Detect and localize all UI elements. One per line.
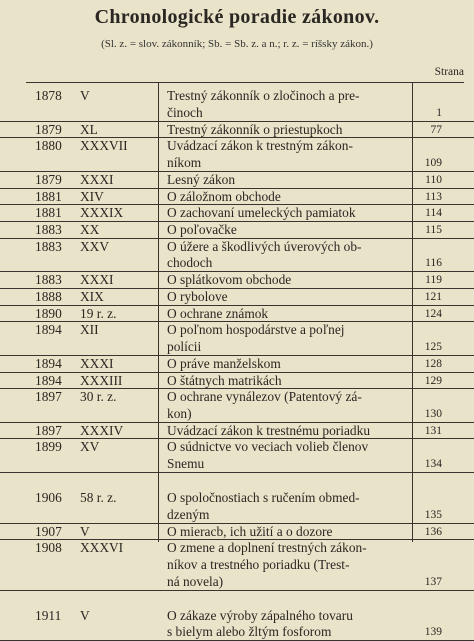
table-row	[0, 205, 474, 222]
page-number: 136	[424, 525, 442, 538]
law-year: 1879	[35, 121, 62, 137]
law-number: XIV	[80, 188, 104, 204]
page-number: 116	[425, 257, 442, 270]
law-title: O splátkovom obchode	[167, 272, 292, 288]
law-title: polícii	[167, 339, 202, 355]
law-title: níkom	[167, 155, 202, 171]
law-number: XIX	[80, 288, 104, 304]
law-title: O zmene a doplnení trestných zákon-	[167, 540, 367, 556]
page-number: 137	[424, 575, 442, 588]
law-number: XXXIII	[80, 372, 123, 388]
law-title: chodoch	[167, 255, 213, 271]
table-row	[0, 608, 474, 625]
table-row	[0, 540, 474, 557]
law-year: 1906	[35, 489, 62, 505]
law-title: ná novela)	[167, 573, 224, 589]
law-number: XXXI	[80, 171, 114, 187]
law-title: Trestný zákonník o priestupkoch	[167, 121, 343, 137]
law-title: O ochrane známok	[167, 305, 269, 321]
law-year: 1888	[35, 288, 62, 304]
table-row	[0, 439, 474, 456]
law-number: XX	[80, 221, 100, 237]
law-title: Trestný zákonník o zločinoch a pre-	[167, 88, 360, 103]
table-row	[0, 456, 474, 473]
table-row	[0, 189, 474, 206]
law-number: XXV	[80, 238, 110, 254]
law-year: 1899	[35, 439, 62, 455]
law-year: 1880	[35, 138, 62, 154]
law-title: O úžere a škodlivých úverových ob-	[167, 238, 362, 254]
law-title: O práve manželskom	[167, 355, 281, 371]
law-title: s bielym alebo žltým fosforom	[167, 624, 332, 640]
table-row	[0, 507, 474, 524]
table-row	[0, 574, 474, 591]
law-title: činoch	[167, 104, 203, 120]
law-title: O zachovaní umeleckých pamiatok	[167, 205, 356, 221]
law-number: XL	[80, 121, 98, 137]
law-year: 1897	[35, 422, 62, 438]
law-number: XXXIX	[80, 205, 124, 221]
table-row	[0, 122, 474, 139]
law-title: Lesný zákon	[167, 171, 236, 187]
law-title: Uvádzací zákon k trestným zákon-	[167, 138, 353, 154]
page-number: 125	[424, 341, 442, 354]
table-row	[0, 239, 474, 256]
table-row	[0, 306, 474, 323]
table-row	[0, 172, 474, 189]
law-title: O poľovačke	[167, 221, 237, 237]
page-column-header: Strana	[434, 66, 464, 78]
law-year: 1894	[35, 372, 62, 388]
law-number: 58 r. z.	[80, 489, 117, 505]
law-title: O záložnom obchode	[167, 188, 281, 204]
law-title: kon)	[167, 406, 192, 422]
page-number: 130	[424, 408, 442, 421]
page-number: 110	[425, 173, 442, 186]
page-number: 139	[424, 626, 442, 639]
page-number: 124	[424, 307, 442, 320]
table-row	[0, 138, 474, 155]
table-row	[0, 272, 474, 289]
law-title: níkov a trestného poriadku (Trest-	[167, 557, 350, 573]
header-rule	[26, 82, 464, 83]
table-row	[0, 557, 474, 574]
table-row	[0, 155, 474, 172]
law-title: O mieracb, ich užití a o dozore	[167, 523, 333, 539]
table-row	[0, 423, 474, 440]
law-title: Snemu	[167, 456, 205, 472]
table-row	[0, 373, 474, 390]
law-number: XXXVI	[80, 540, 124, 556]
page-number: 113	[425, 190, 442, 203]
page-number: 131	[424, 424, 442, 437]
page-number: 77	[430, 123, 442, 136]
law-year: 1890	[35, 305, 62, 321]
page-number: 129	[424, 374, 442, 387]
page-number: 115	[425, 223, 442, 236]
table-row	[0, 255, 474, 272]
page-number: 109	[424, 157, 442, 170]
law-title: O poľnom hospodárstve a poľnej	[167, 322, 345, 338]
law-year: 1881	[35, 205, 62, 221]
law-year: 1897	[35, 389, 62, 405]
law-title: O ochrane vynálezov (Patentový zá-	[167, 389, 362, 405]
law-title: O rybolove	[167, 288, 228, 304]
law-number: XXXIV	[80, 422, 124, 438]
law-number: V	[80, 88, 90, 103]
law-number: V	[80, 607, 90, 623]
law-number: XXXI	[80, 272, 114, 288]
law-year: 1908	[35, 540, 62, 556]
page-number: 128	[424, 357, 442, 370]
law-title: O štátnych matrikách	[167, 372, 282, 388]
table-row	[0, 624, 474, 641]
law-number: XXXVII	[80, 138, 128, 154]
law-title: dzeným	[167, 506, 210, 522]
law-year: 1894	[35, 322, 62, 338]
law-year: 1894	[35, 355, 62, 371]
law-number: 30 r. z.	[80, 389, 117, 405]
page-number: 119	[425, 274, 442, 287]
page-number: 114	[425, 207, 442, 220]
law-title: O zákaze výroby zápalného tovaru	[167, 607, 353, 623]
page-number: 1	[436, 106, 442, 119]
table-row	[0, 473, 474, 490]
page-number: 134	[424, 458, 442, 471]
law-list	[0, 88, 474, 641]
law-number: XII	[80, 322, 99, 338]
table-row	[0, 88, 474, 105]
table-row	[0, 339, 474, 356]
law-title: O súdnictve vo veciach volieb členov	[167, 439, 369, 455]
law-year: 1879	[35, 171, 62, 187]
law-title: Uvádzací zákon k trestnému poriadku	[167, 422, 371, 438]
abbreviations-note: (Sl. z. = slov. zákonník; Sb. = Sb. z. a n.; r. z. = ríšsky zákon.)	[101, 38, 373, 50]
table-row	[0, 105, 474, 122]
table-row	[0, 389, 474, 406]
page-number: 135	[424, 508, 442, 521]
law-year: 1881	[35, 188, 62, 204]
law-number: 19 r. z.	[80, 305, 117, 321]
table-row	[0, 289, 474, 306]
table-row	[0, 591, 474, 608]
table-row	[0, 222, 474, 239]
law-year: 1883	[35, 221, 62, 237]
law-year: 1883	[35, 238, 62, 254]
table-row	[0, 524, 474, 541]
law-number: XXXI	[80, 355, 114, 371]
page-title: Chronologické poradie zákonov.	[94, 6, 380, 28]
law-year: 1907	[35, 523, 62, 539]
law-title: O spoločnostiach s ručením obmed-	[167, 489, 360, 505]
law-year: 1911	[35, 607, 62, 623]
law-year: 1878	[35, 88, 62, 103]
table-row	[0, 356, 474, 373]
table-row	[0, 490, 474, 507]
page-number: 121	[424, 290, 442, 303]
table-row	[0, 406, 474, 423]
law-number: V	[80, 523, 90, 539]
law-number: XV	[80, 439, 100, 455]
law-year: 1883	[35, 272, 62, 288]
table-row	[0, 322, 474, 339]
